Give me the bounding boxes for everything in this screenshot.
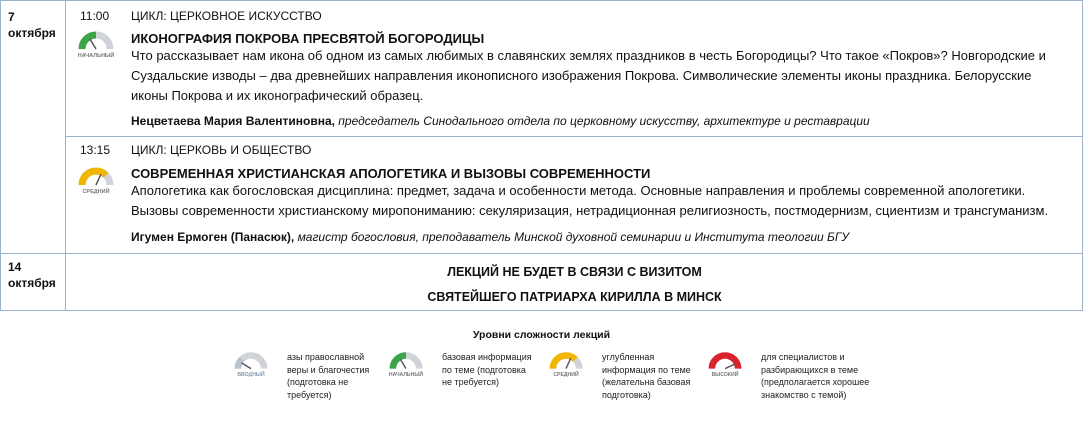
lecturer-name: Нецветаева Мария Валентиновна, xyxy=(131,114,335,128)
lecturer-name: Игумен Ермоген (Панасюк), xyxy=(131,230,295,244)
lecturer xyxy=(131,229,849,245)
table-border-top xyxy=(0,0,1083,1)
svg-text:СРЕДНИЙ: СРЕДНИЙ xyxy=(82,189,110,195)
svg-text:НАЧАЛЬНЫЙ: НАЧАЛЬНЫЙ xyxy=(77,53,115,59)
level-gauge-advanced-icon xyxy=(706,348,744,378)
legend-description: углубленная информация по теме (желательна базовая подготовка) xyxy=(602,352,691,400)
svg-text:СРЕДНИЙ: СРЕДНИЙ xyxy=(553,372,579,378)
table-border-left xyxy=(0,0,1,311)
legend-title: Уровни сложности лекций xyxy=(472,329,611,341)
description-line: иконы Покрова и их иконографический образец. xyxy=(131,88,424,103)
lecturer xyxy=(131,113,870,129)
level-gauge-intermediate-icon xyxy=(76,163,116,195)
lecture-title: ИКОНОГРАФИЯ ПОКРОВА ПРЕСВЯТОЙ БОГОРОДИЦЫ xyxy=(131,31,485,46)
lecture-description xyxy=(131,181,1071,221)
date-cell xyxy=(8,259,56,291)
level-gauge-beginner-icon xyxy=(76,27,116,59)
date-month: октября xyxy=(8,26,56,40)
row-divider xyxy=(0,253,1083,254)
legend-description: для специалистов и разбирающихся в теме (предполагается хорошее знакомство с темой) xyxy=(761,352,870,400)
svg-text:НАЧАЛЬНЫЙ: НАЧАЛЬНЫЙ xyxy=(388,372,424,378)
lecture-time: 13:15 xyxy=(80,143,111,157)
lecture-cycle: ЦИКЛ: ЦЕРКОВЬ И ОБЩЕСТВО xyxy=(131,143,312,157)
description-line: Что рассказывает нам икона об одном из самых любимых в славянских землях праздников в честь Богородицы? Что такое «Покров»? Новгородские и xyxy=(131,48,1046,63)
notice-line: СВЯТЕЙШЕГО ПАТРИАРХА КИРИЛЛА В МИНСК xyxy=(427,290,722,304)
lecture-description xyxy=(131,46,1071,106)
svg-text:ВВОДНЫЙ: ВВОДНЫЙ xyxy=(237,372,265,378)
lecturer-role: магистр богословия, преподаватель Минской духовной семинарии и Института теологии БГУ xyxy=(297,230,850,244)
description-line: Вызовы современности христианскому миропониманию: секуляризация, нетрадиционная религиозность, постмодернизм, сциентизм и трансгуманизм. xyxy=(131,203,1049,218)
level-gauge-intermediate-icon xyxy=(547,348,585,378)
lecturer-role: председатель Синодального отдела по церковному искусству, архитектуре и реставрации xyxy=(338,114,870,128)
date-day: 14 xyxy=(8,260,22,274)
legend-description: азы православной веры и благочестия (подготовка не требуется) xyxy=(287,352,370,400)
date-month: октября xyxy=(8,276,56,290)
level-gauge-introductory-icon xyxy=(232,348,270,378)
legend-description: базовая информация по теме (подготовка не требуется) xyxy=(442,352,532,387)
description-line: Суздальские изводы – два древнейших направления иконописного изображения Покрова. Символические элементы иконы праздника. Белорусские xyxy=(131,68,1032,83)
lecture-divider xyxy=(65,136,1083,137)
notice-line: ЛЕКЦИЙ НЕ БУДЕТ В СВЯЗИ С ВИЗИТОМ xyxy=(447,265,702,279)
date-day: 7 xyxy=(8,10,15,24)
table-border-bottom xyxy=(0,310,1083,311)
lecture-title: СОВРЕМЕННАЯ ХРИСТИАНСКАЯ АПОЛОГЕТИКА И ВЫЗОВЫ СОВРЕМЕННОСТИ xyxy=(131,166,651,181)
date-cell xyxy=(8,9,56,41)
description-line: Апологетика как богословская дисциплина: предмет, задача и особенности метода. Основные направления и проблемы современной апологетики. xyxy=(131,183,1026,198)
lecture-cycle: ЦИКЛ: ЦЕРКОВНОЕ ИСКУССТВО xyxy=(131,9,322,23)
lecture-time: 11:00 xyxy=(80,9,110,23)
svg-text:ВЫСОКИЙ: ВЫСОКИЙ xyxy=(711,372,739,378)
level-gauge-beginner-icon xyxy=(387,348,425,378)
